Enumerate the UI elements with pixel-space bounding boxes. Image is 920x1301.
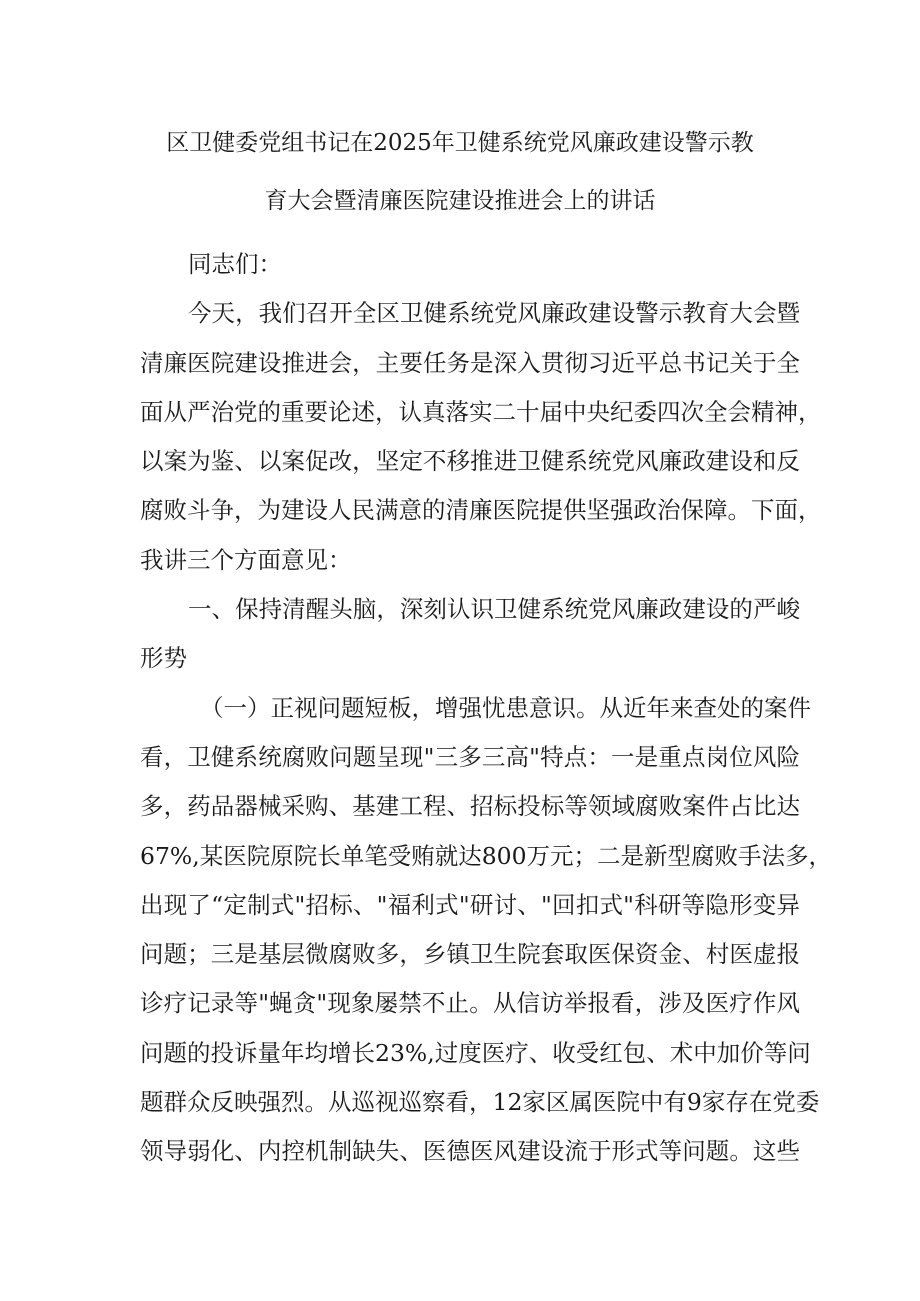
document-body	[140, 240, 833, 1177]
paragraph-line: 面从严治党的重要论述，认真落实二十届中央纪委四次全会精神，	[140, 397, 822, 426]
paragraph-line: 67%,某医院原院长单笔受贿就达800万元；二是新型腐败手法多，	[140, 841, 833, 870]
paragraph-line: 我讲三个方面意见：	[140, 545, 352, 574]
paragraph-line: 看，卫健系统腐败问题呈现"三多三高"特点：一是重点岗位风险	[140, 742, 800, 771]
paragraph-line: 腐败斗争，为建设人民满意的清廉医院提供坚强政治保障。下面，	[140, 496, 822, 525]
paragraph-line: 题群众反映强烈。从巡视巡察看，12家区属医院中有9家存在党委	[140, 1088, 820, 1117]
paragraph-line: 出现了“定制式"招标、"福利式"研讨、"回扣式"科研等隐形变异	[140, 890, 800, 919]
salutation: 同志们：	[188, 250, 282, 278]
paragraph-line: 诊疗记录等"蝇贪"现象屡禁不止。从信访举报看，涉及医疗作风	[140, 989, 800, 1018]
paragraph-line: 今天，我们召开全区卫健系统党风廉政建设警示教育大会暨	[188, 299, 800, 328]
paragraph-line: 清廉医院建设推进会，主要任务是深入贯彻习近平总书记关于全	[140, 348, 800, 377]
section-heading-line: 一、保持清醒头脑，深刻认识卫健系统党风廉政建设的严峻	[188, 595, 800, 624]
subsection-paragraph-line: （一）正视问题短板，增强忧患意识。从近年来查处的案件	[200, 693, 811, 722]
paragraph-line: 多，药品器械采购、基建工程、招标投标等领域腐败案件占比达	[140, 792, 800, 821]
paragraph-line: 问题；三是基层微腐败多，乡镇卫生院套取医保资金、村医虚报	[140, 940, 800, 969]
paragraph-line: 问题的投诉量年均增长23%,过度医疗、收受红包、术中加价等问	[140, 1038, 811, 1067]
paragraph-line: 领导弱化、内控机制缺失、医德医风建设流于形式等问题。这些	[140, 1137, 800, 1166]
section-heading-line: 形势	[140, 644, 187, 673]
document-title-line-2: 育大会暨清廉医院建设推进会上的讲话	[264, 188, 656, 214]
paragraph-line: 以案为鉴、以案促改，坚定不移推进卫健系统党风廉政建设和反	[140, 447, 800, 476]
document-title-line-1: 区卫健委党组书记在2025年卫健系统党风廉政建设警示教	[166, 130, 754, 156]
